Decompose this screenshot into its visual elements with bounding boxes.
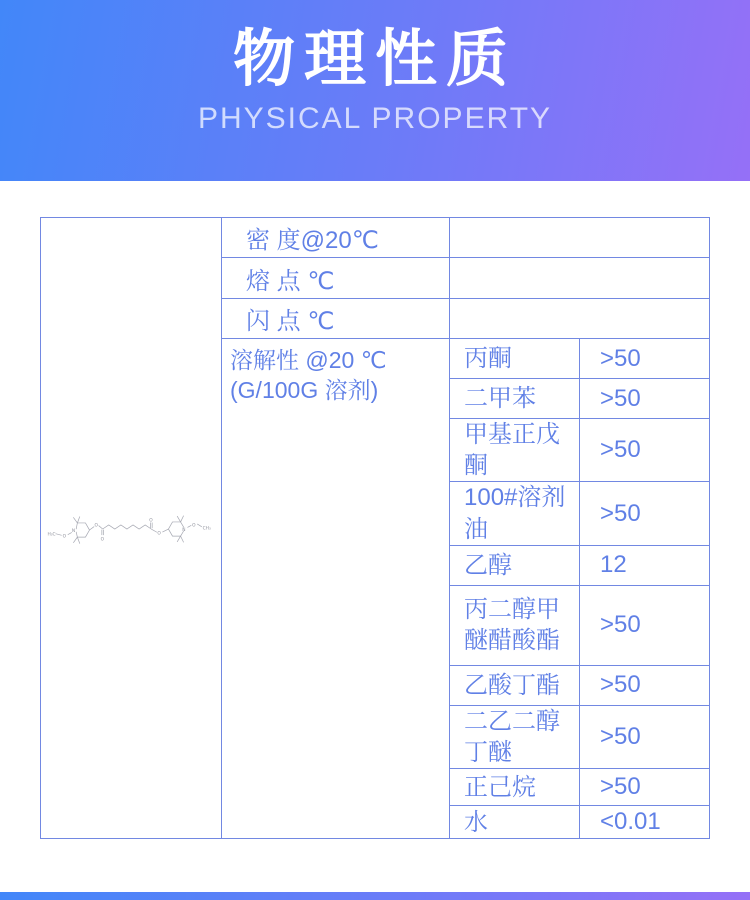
page-title: 物理性质 (232, 25, 517, 94)
solvent-name-cell: 二乙二醇丁醚 (450, 705, 580, 768)
solvent-value-cell: >50 (580, 769, 710, 806)
svg-text:O: O (149, 518, 153, 524)
property-value-melting-point (450, 258, 710, 299)
property-label-melting-point: 熔 点 ℃ (222, 258, 450, 299)
property-label-flash-point: 闪 点 ℃ (222, 299, 450, 339)
solvent-value-cell: >50 (580, 585, 710, 665)
physical-property-table (40, 217, 710, 839)
svg-text:O: O (100, 537, 105, 543)
solvent-value-cell: >50 (580, 419, 710, 482)
solvent-name-cell: 乙酸丁酯 (450, 665, 580, 705)
solvent-name-cell: 丙二醇甲醚醋酸酯 (450, 585, 580, 665)
chemical-structure-icon (47, 504, 215, 552)
solvent-name-cell: 水 (450, 806, 580, 839)
svg-text:N: N (71, 528, 76, 534)
solvent-name-cell: 乙醇 (450, 545, 580, 585)
solvent-value-cell: >50 (580, 482, 710, 545)
solvent-name-cell: 甲基正戊酮 (450, 419, 580, 482)
svg-text:O: O (157, 531, 161, 537)
property-value-density (450, 218, 710, 258)
solvent-name-cell: 100#溶剂油 (450, 482, 580, 545)
property-value-flash-point (450, 299, 710, 339)
page-subtitle: PHYSICAL PROPERTY (197, 102, 553, 136)
svg-text:CH₃: CH₃ (202, 526, 211, 532)
svg-text:O: O (62, 534, 67, 540)
svg-text:O: O (192, 523, 196, 529)
chemical-structure-cell (41, 218, 222, 839)
solvent-name-cell: 正己烷 (450, 769, 580, 806)
header-banner (0, 0, 750, 181)
solvent-value-cell: <0.01 (580, 806, 710, 839)
solvent-name-cell: 丙酮 (450, 339, 580, 379)
svg-text:O: O (94, 523, 98, 529)
svg-text:H₃C: H₃C (47, 532, 56, 538)
solubility-label-line2: (G/100G 溶剂) (230, 377, 379, 404)
solvent-value-cell: >50 (580, 665, 710, 705)
solvent-value-cell: >50 (580, 379, 710, 419)
solubility-label-cell (222, 339, 450, 839)
solvent-name-cell: 二甲苯 (450, 379, 580, 419)
table-row (41, 218, 710, 258)
solubility-label-line1: 溶解性 @20 ℃ (230, 347, 387, 373)
solvent-value-cell: >50 (580, 705, 710, 768)
footer-gradient-bar (0, 892, 750, 900)
solvent-value-cell: 12 (580, 545, 710, 585)
svg-text:N: N (182, 527, 186, 533)
solvent-value-cell: >50 (580, 339, 710, 379)
property-label-density: 密 度@20℃ (222, 218, 450, 258)
